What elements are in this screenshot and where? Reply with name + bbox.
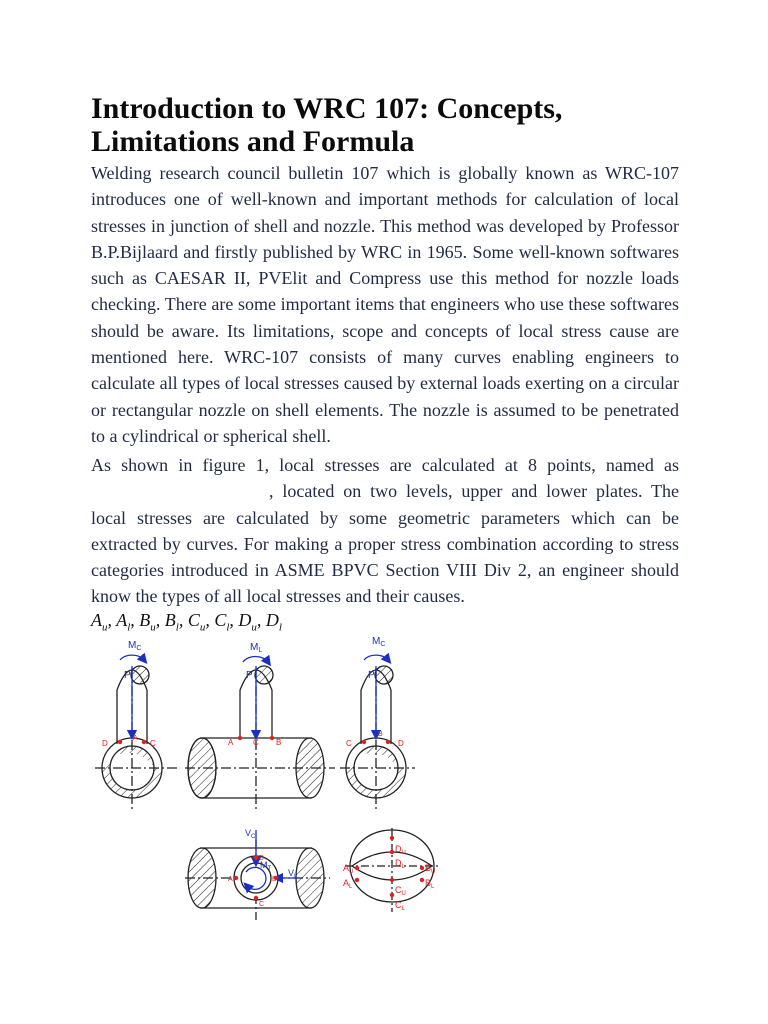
ml-label: $M_L$	[250, 642, 263, 654]
point-d-label-1: D	[102, 739, 108, 748]
stress-point-label: $A_l$	[116, 610, 131, 634]
panel-mc-cylinder	[95, 655, 178, 810]
point-b-label-2: B	[276, 738, 282, 747]
stress-point-subscript: u	[150, 621, 156, 634]
point-a-label-4: A	[228, 876, 233, 883]
stress-point-subscript: u	[102, 621, 108, 634]
label-cu: $C_U$	[395, 885, 406, 897]
stress-point-subscript: u	[199, 621, 206, 634]
stress-point-subscript: u	[251, 621, 257, 634]
point-c-label-4: C	[259, 901, 265, 908]
p-label-3: P	[368, 670, 375, 681]
mc-label-1: $M_C$	[128, 640, 142, 652]
panel-torsion-shear	[185, 830, 330, 920]
mc-label-2: $M_C$	[372, 636, 386, 648]
mt-label: $M_T$	[260, 860, 272, 872]
vc-label: $V_C$	[245, 828, 256, 840]
stress-point-label: $D_u$	[238, 610, 257, 634]
stress-point-label: $A_u$	[91, 610, 108, 634]
paragraph2-start: As shown in figure 1, local stresses are calculated at 8 points, named as	[91, 455, 679, 475]
point-b-label-3: B	[378, 731, 383, 738]
label-al: $A_L$	[343, 878, 353, 890]
stress-point-subscript: l	[175, 621, 179, 634]
point-c-label-1: C	[150, 739, 156, 748]
stress-point-label: $B_l$	[164, 610, 179, 634]
paragraph2-end: , located on two levels, upper and lower plates. The local stresses are calculated by some geometric parameters which can be extracted by curves. For making a proper stress combination according to stress categories introduced in ASME BPVC Section VIII Div 2, an engineer should know the types of all local stresses and their causes.	[91, 481, 679, 607]
stress-point-subscript: l	[226, 621, 230, 634]
point-b-label-4: B	[272, 876, 277, 883]
label-du: $D_U$	[395, 844, 406, 856]
label-bl: $B_L$	[425, 878, 435, 890]
stress-point-label: $C_l$	[214, 610, 230, 634]
point-c-label-3: C	[346, 739, 352, 748]
panel-ml-cylinder	[185, 657, 335, 810]
stress-point-label: $C_u$	[187, 610, 206, 634]
p-label-2: P	[246, 670, 253, 681]
point-a-label-1: A	[133, 735, 138, 742]
label-au: $A_U$	[343, 863, 354, 875]
stress-point-subscript: l	[278, 621, 282, 634]
point-d-label-4: D	[259, 855, 265, 862]
document-title: Introduction to WRC 107: Concepts, Limitations and Formula	[91, 92, 563, 158]
intro-paragraph: Welding research council bulletin 107 which is globally known as WRC-107 introduces one of well-known and important methods for calculation of local stresses in junction of shell and nozzle. This method was developed by Professor B.P.Bijlaard and firstly published by WRC in 1965. Some well-known softwares such as CAESAR II, PVElit and Compress use this method for nozzle loads checking. There are some important items that engineers who use these softwares should be aware. Its limitations, scope and concepts of local stress cause are mentioned here. WRC-107 consists of many curves enabling engineers to calculate all types of local stresses caused by external loads exerting on a circular or rectangular nozzle on shell elements. The nozzle is assumed to be penetrated to a cylindrical or spherical shell.	[91, 163, 679, 446]
point-d-label-3: D	[398, 739, 404, 748]
vl-label: $V_L$	[288, 868, 298, 880]
label-bu: $B_U$	[425, 863, 436, 875]
point-c-label-2: C	[253, 738, 259, 747]
p-label-1: P	[124, 670, 131, 681]
label-cl: $C_L$	[395, 900, 405, 912]
point-a-label-2: A	[228, 738, 234, 747]
stress-point-label: $B_u$	[139, 610, 156, 634]
label-dl: $D_L$	[395, 858, 405, 870]
stress-point-subscript: l	[127, 621, 131, 634]
stress-point-labels: $A_u$, $A_l$, $B_u$, $B_l$, $C_u$, $C_l$, $D_u$, $D_l$	[91, 610, 282, 634]
stress-point-label: $D_l$	[265, 610, 282, 634]
